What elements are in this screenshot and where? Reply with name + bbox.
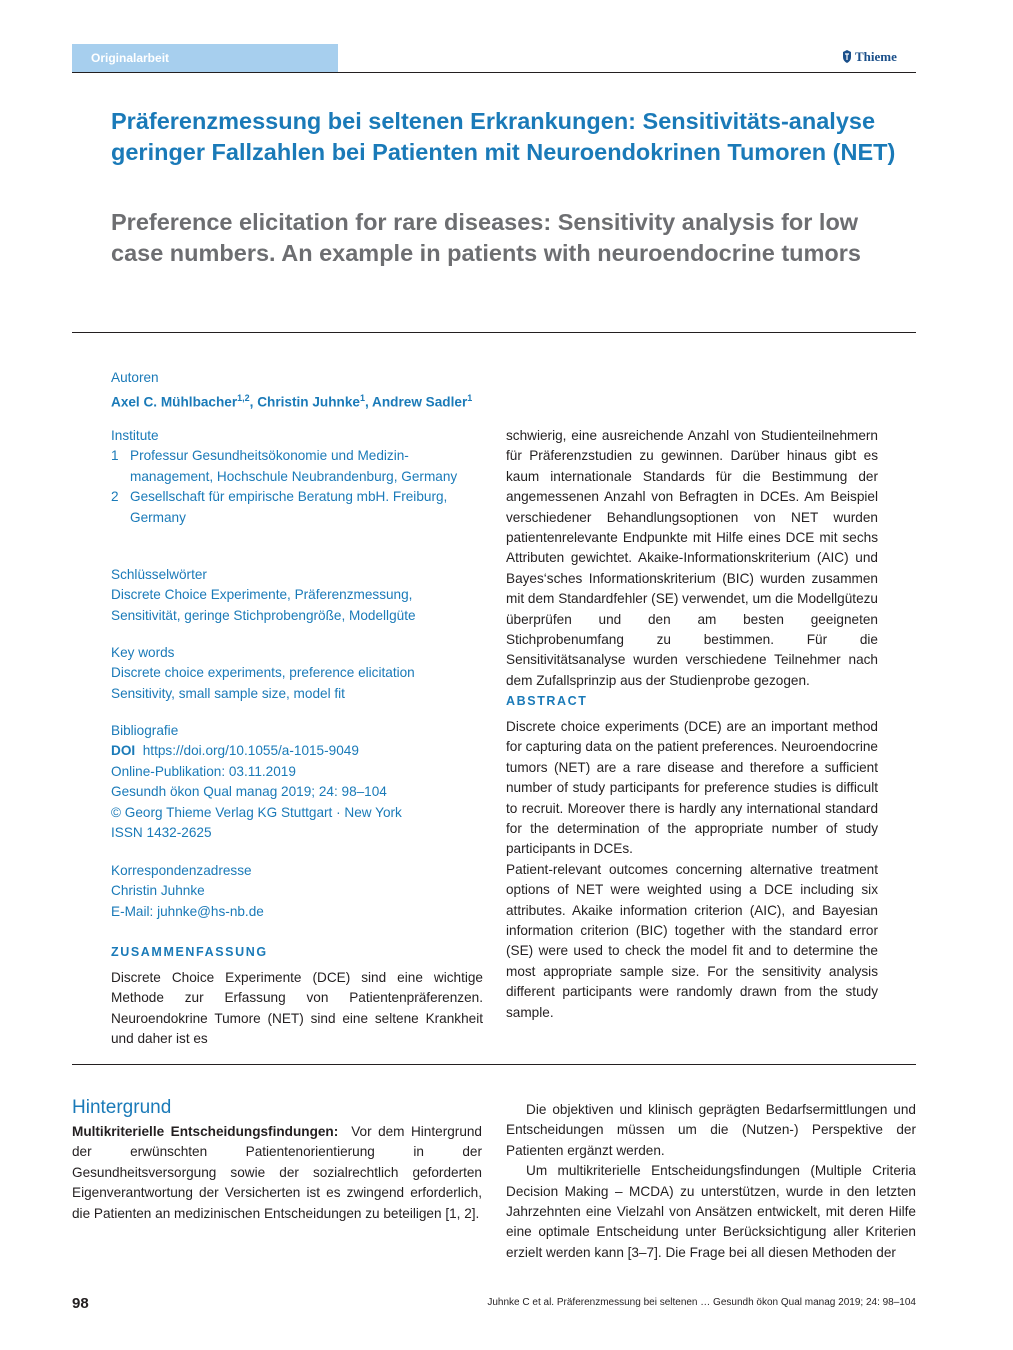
hintergrund-lead: Multikriterielle Entscheidungsfindungen: bbox=[72, 1124, 339, 1139]
zusammenfassung-block bbox=[111, 945, 483, 1050]
author-separator: , bbox=[364, 394, 373, 410]
hintergrund-paragraph: Um multikriterielle Entscheidungsfindungen (Multiple Criteria Decision Making – MCDA) zu unterstützen, wurde in den letzten Jahrzehnten eine Vielzahl von Ansätzen entwickelt, mit deren Hilfe eine optimale Entscheidung unter Berücksichtigung aller Kriterien erzielt werden kann [3–7]. Die Frage bei all diesen Methoden der bbox=[506, 1163, 916, 1260]
authors-list bbox=[111, 388, 486, 413]
journal-citation: Gesundh ökon Qual manag 2019; 24: 98–104 bbox=[111, 784, 387, 800]
thieme-mark-icon bbox=[842, 50, 852, 63]
section-heading-hintergrund: Hintergrund bbox=[72, 1097, 172, 1118]
author-name: Andrew Sadler bbox=[372, 394, 468, 410]
authors-block bbox=[111, 368, 486, 413]
abstract-paragraph: Discrete choice experiments (DCE) are an important method for capturing data on the patient preferences. Neuroendocrine tumors (NET) are a rare disease and therefore a sufficient number of study participants for preference studies is difficult to recruit. Moreover there is hardly any international standard for the determination of the appropriate number of study participants in DCEs. bbox=[506, 719, 878, 857]
publisher-logo bbox=[842, 49, 897, 65]
online-publication: Online-Publikation: 03.11.2019 bbox=[111, 763, 296, 779]
authors-label: Autoren bbox=[111, 370, 159, 385]
header-rule bbox=[72, 72, 916, 73]
zusammenfassung-text-cont: schwierig, eine ausreichende Anzahl von Studienteilnehmern für Präferenzstudien zu gewinnen. Darüber hinaus gibt es kaum internationale Standards für die Bestimmung der angemessenen Anzahl von Befragten in DCEs. Am Beispiel verschiedener Behandlungsoptionen von NET wurden patientenrelevante Endpunkte mit Hilfe eines DCE mit sechs Attributen gewichtet. Akaike-Informationskriterium (AIC) und Bayes‘sches Informationskriterium (BIC) wurden zusammen mit dem Standardfehler (SE) verwendet, um die Modellgütezu überprüfen und den am besten geeigneten Stichprobenumfang zu bestimmen. Für die Sensitivitätsanalyse wurden verschiedene Teilnehmer nach dem Zufallsprinzip aus der Studienprobe gezogen. bbox=[506, 428, 878, 688]
keywords-de-block bbox=[111, 565, 451, 626]
article-type-tag: Originalarbeit bbox=[72, 44, 338, 72]
abstract-heading: ABSTRACT bbox=[506, 694, 588, 708]
author-name: Axel C. Mühlbacher bbox=[111, 394, 238, 410]
institutes-block bbox=[111, 426, 461, 528]
title-english: Preference elicitation for rare diseases: Sensitivity analysis for low case numbers. An example in patients with neuroendocrine tumors bbox=[111, 209, 861, 266]
page-number: 98 bbox=[72, 1295, 89, 1312]
keywords-de-label: Schlüsselwörter bbox=[111, 567, 207, 582]
doi-link[interactable]: https://doi.org/10.1055/a-1015-9049 bbox=[142, 743, 359, 759]
correspondence-name: Christin Juhnke bbox=[111, 883, 205, 899]
author-name: Christin Juhnke bbox=[257, 394, 360, 410]
copyright: © Georg Thieme Verlag KG Stuttgart · New York bbox=[111, 804, 402, 820]
author-affiliation: 1 bbox=[467, 393, 473, 404]
keywords-en-line: Sensitivity, small sample size, model fit bbox=[111, 685, 345, 701]
hintergrund-paragraph: Die objektiven und klinisch geprägten Bedarfsermittlungen und Entscheidungen müssen um die (Nutzen-) Perspektive der Patienten ergänzt werden. bbox=[506, 1102, 916, 1158]
abstract-paragraph: Patient-relevant outcomes concerning alternative treatment options of NET were weighted using a DCE including six attributes. Akaike information criterion (AIC), and Bayesian information criterion (BIC) together with the standard error (SE) were used to check the model fit and to determine the most appropriate sample size. For the sensitivity analysis different participants were randomly drawn from the study sample. bbox=[506, 861, 878, 1020]
author-affiliation: 1 bbox=[359, 393, 365, 404]
publisher-name: Thieme bbox=[855, 49, 897, 64]
abstract-body bbox=[506, 717, 878, 1023]
hintergrund-left-text bbox=[72, 1122, 482, 1224]
correspondence-block bbox=[111, 861, 486, 922]
institute-item bbox=[111, 446, 461, 487]
author-separator: , bbox=[249, 394, 258, 410]
title-german: Präferenzmessung bei seltenen Erkrankungen: Sensitivitäts-analyse geringer Fallzahlen bei Patienten mit Neuroendokrinen Tumoren (NET) bbox=[111, 108, 896, 165]
bibliography-label: Bibliografie bbox=[111, 723, 179, 738]
zusammenfassung-heading: ZUSAMMENFASSUNG bbox=[111, 945, 268, 959]
institute-item bbox=[111, 487, 461, 528]
doi-label: DOI bbox=[111, 743, 136, 759]
bibliography-block bbox=[111, 721, 486, 843]
doi-line bbox=[111, 741, 486, 761]
title-rule bbox=[72, 332, 916, 333]
keywords-en-line: Discrete choice experiments, preference elicitation bbox=[111, 665, 415, 681]
issn: ISSN 1432-2625 bbox=[111, 825, 212, 841]
hintergrund-right-text bbox=[506, 1100, 916, 1263]
abstract-block bbox=[506, 694, 878, 1023]
author-affiliation: 1,2 bbox=[237, 393, 250, 404]
zusammenfassung-text-start: Discrete Choice Experimente (DCE) sind eine wichtige Methode zur Erfassung von Patientenpräferenzen. Neuroendokrine Tumore (NET) sind eine seltene Krankheit und daher ist es bbox=[111, 970, 483, 1047]
keywords-de-text: Discrete Choice Experimente, Präferenzmessung, Sensitivität, geringe Stichprobengröße, Modellgüte bbox=[111, 587, 416, 623]
institutes-label: Institute bbox=[111, 428, 159, 443]
keywords-en-block bbox=[111, 643, 486, 704]
section-rule bbox=[72, 1064, 916, 1065]
institute-text: Gesellschaft für empirische Beratung mbH. Freiburg, Germany bbox=[130, 489, 448, 525]
institute-number: 2 bbox=[111, 489, 119, 505]
institute-text: Professur Gesundheitsökonomie und Medizin-management, Hochschule Neubrandenburg, Germany bbox=[130, 448, 458, 484]
footer-citation: Juhnke C et al. Präferenzmessung bei seltenen … Gesundh ökon Qual manag 2019; 24: 98–104 bbox=[487, 1297, 916, 1308]
correspondence-label: Korrespondenzadresse bbox=[111, 863, 252, 878]
keywords-en-label: Key words bbox=[111, 645, 175, 660]
institute-number: 1 bbox=[111, 448, 119, 464]
correspondence-email[interactable]: E-Mail: juhnke@hs-nb.de bbox=[111, 903, 264, 919]
hintergrund-body: Vor dem Hintergrund der erwünschten Patientenorientierung in der Gesundheitsversorgung sowie der sozialrechtlich geforderten Eigenverantwortung der Versicherten ist es zwingend erforderlich, die Patienten an medizinischen Entscheidungen zu beteiligen [1, 2]. bbox=[72, 1124, 482, 1221]
